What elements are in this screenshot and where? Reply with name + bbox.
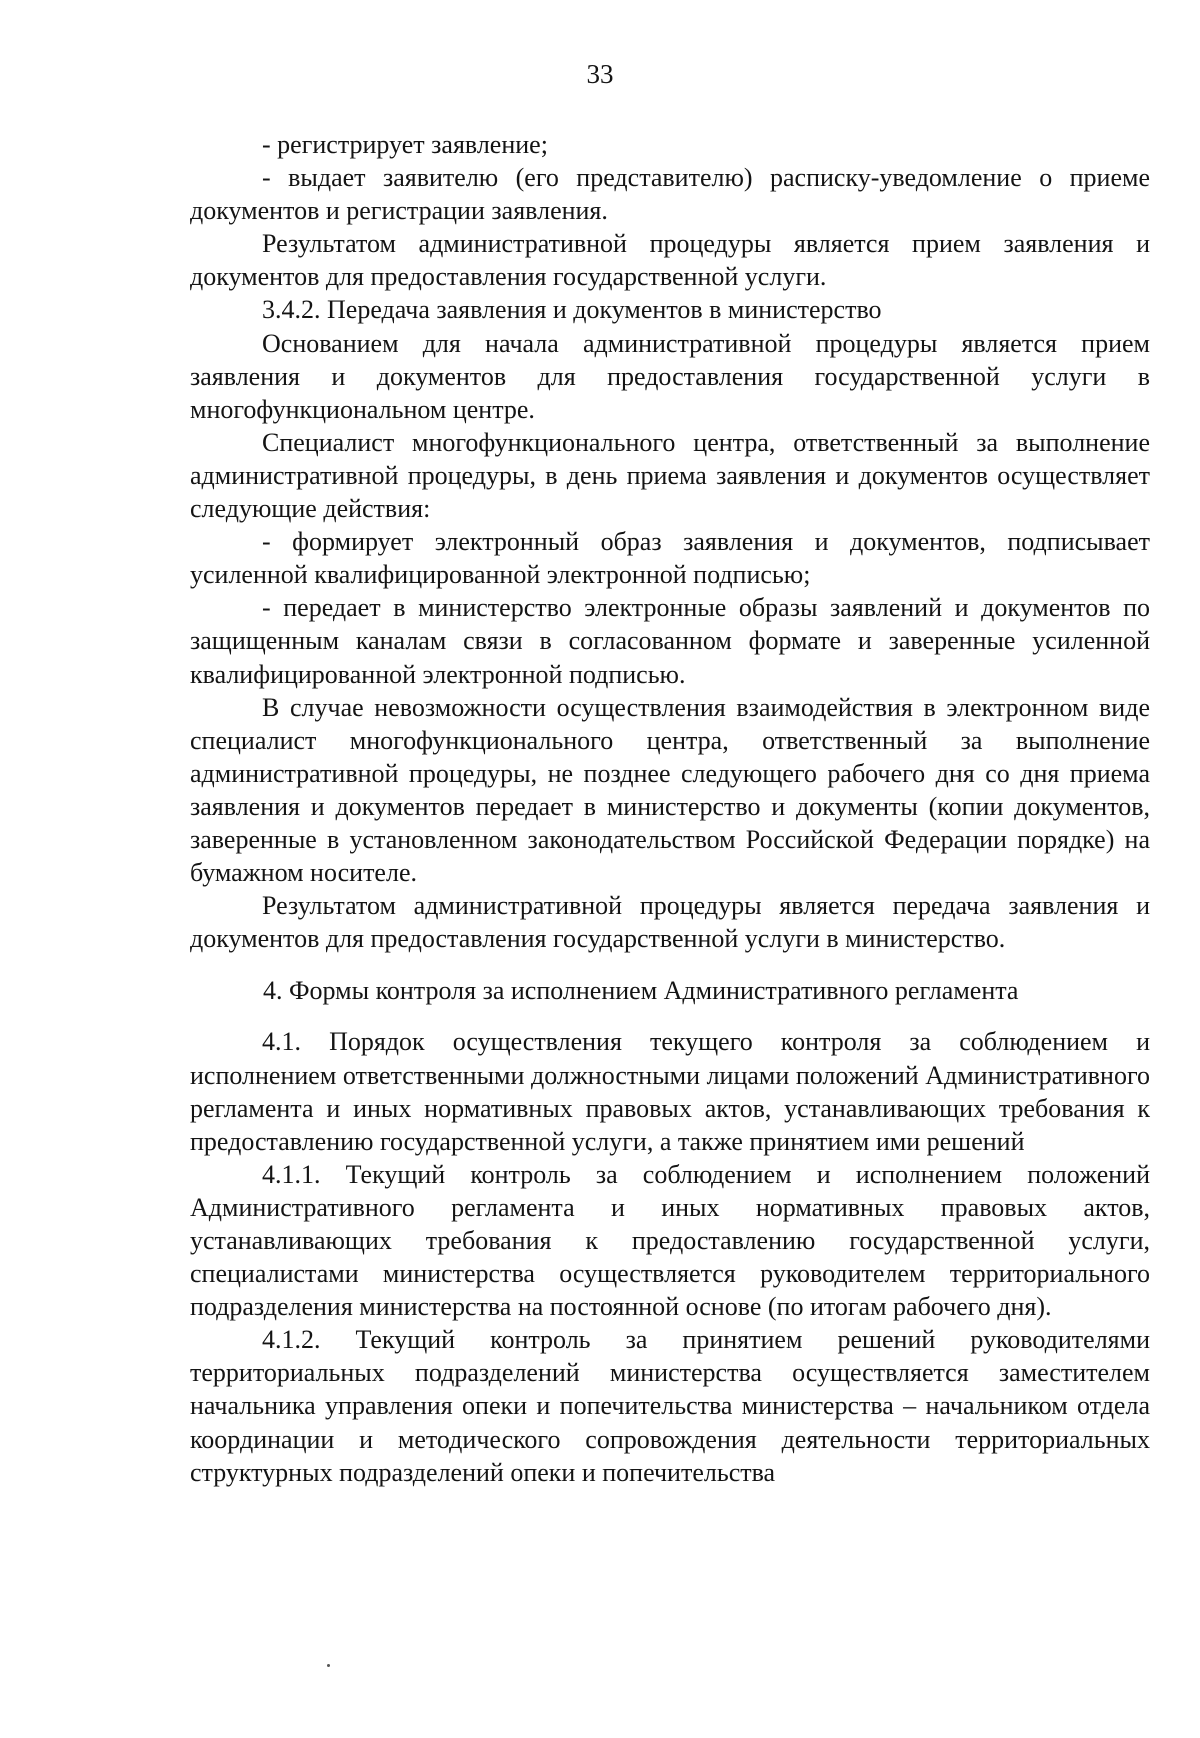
paragraph: - регистрирует заявление; xyxy=(262,130,548,159)
subsection-title: 3.4.2. Передача заявления и документов в министерство xyxy=(262,295,882,325)
paragraph: 4.1.1. Текущий контроль за соблюдением и исполнением положений Административного регламента и иных нормативных правовых актов, устанавливающих требования к предоставлению государственной услуги, специалистами министерства осуществляется руководителем территориального подразделения министерства на постоянной основе (по итогам рабочего дня). xyxy=(190,1159,1150,1322)
paragraph: - формирует электронный образ заявления и документов, подписывает усиленной квалифицированной электронной подписью; xyxy=(190,527,1150,590)
paragraph: Результатом административной процедуры является прием заявления и документов для предоставления государственной услуги. xyxy=(190,229,1150,292)
paragraph: Специалист многофункционального центра, ответственный за выполнение административной процедуры, в день приема заявления и документов осуществляет следующие действия: xyxy=(190,427,1150,524)
paragraph: Результатом административной процедуры является передача заявления и документов для предоставления государственной услуги в министерство. xyxy=(190,891,1150,954)
paragraph: 4.1.2. Текущий контроль за принятием решений руководителями территориальных подразделений министерства осуществляется заместителем начальника управления опеки и попечительства министерства – начальником отдела координации и методического сопровождения деятельности территориальных структурных подразделений опеки и попечительства xyxy=(190,1325,1150,1487)
paragraph: В случае невозможности осуществления взаимодействия в электронном виде специалист многофункционального центра, ответственный за выполнение административной процедуры, не позднее следующего рабочего дня со дня приема заявления и документов передает в министерство и документы (копии документов, заверенные в установленном законодательством Российской Федерации порядке) на бумажном носителе. xyxy=(190,692,1150,888)
page-number: 33 xyxy=(586,59,614,89)
section-heading: 4. Формы контроля за исполнением Административного регламента xyxy=(263,976,1019,1006)
paragraph: Основанием для начала административной процедуры является прием заявления и документов для предоставления государственной услуги в многофункциональном центре. xyxy=(190,328,1150,424)
scan-speck xyxy=(327,1664,330,1667)
paragraph: 4.1. Порядок осуществления текущего контроля за соблюдением и исполнением ответственными должностными лицами положений Административного регламента и иных нормативных правовых актов, устанавливающих требования к предоставлению государственной услуги, а также принятием ими решений xyxy=(190,1027,1150,1156)
paragraph: - выдает заявителю (его представителю) расписку-уведомление о приеме документов и регистрации заявления. xyxy=(190,163,1150,226)
document-body xyxy=(190,128,1150,1489)
paragraph: - передает в министерство электронные образы заявлений и документов по защищенным каналам связи в согласованном формате и заверенные усиленной квалифицированной электронной подписью. xyxy=(190,593,1150,689)
